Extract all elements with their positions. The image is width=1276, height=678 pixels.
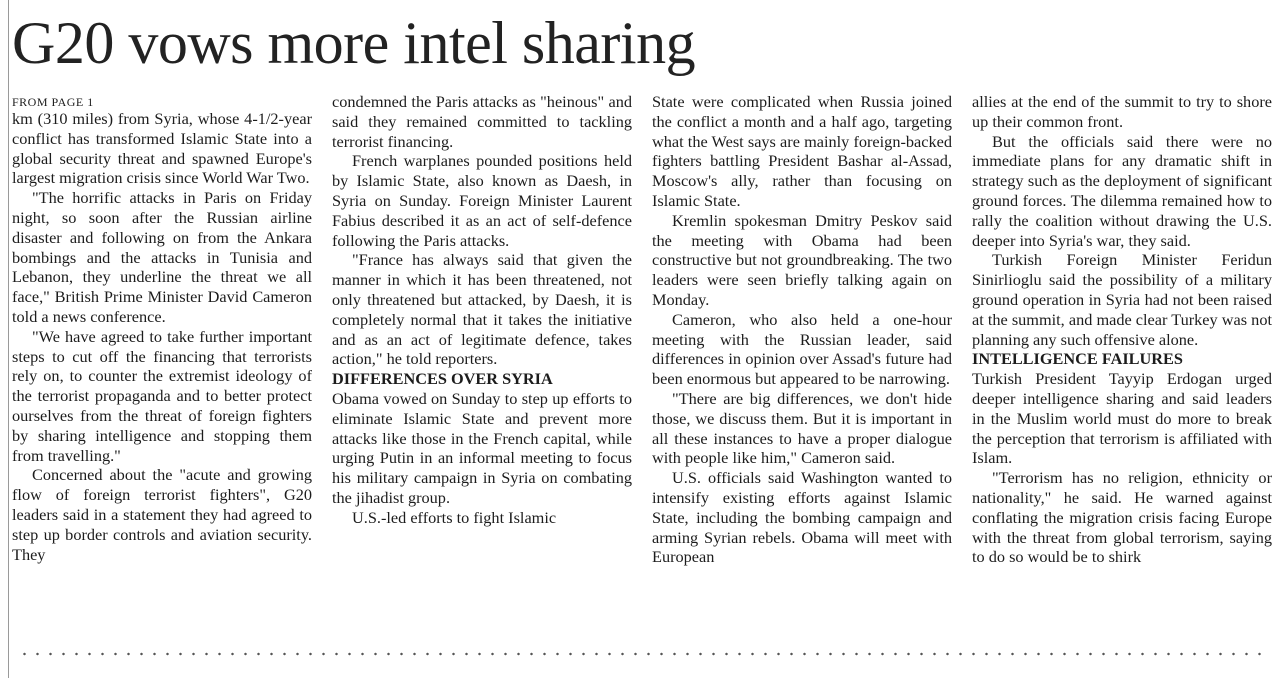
paragraph: "There are big differences, we don't hide those, we discuss them. But it is important in all these instances to have a proper dialogue with people like him," Cameron said. bbox=[652, 388, 952, 468]
paragraph: "Terrorism has no religion, ethnicity or nationality," he said. He warned against conflating the migration crisis facing Europe with the threat from global terrorism, saying to do so would be to shirk bbox=[972, 468, 1272, 567]
paragraph: U.S. officials said Washington wanted to intensify existing efforts against Islamic State, including the bombing campaign and arming Syrian rebels. Obama will meet with European bbox=[652, 468, 952, 567]
paragraph: km (310 miles) from Syria, whose 4-1/2-year conflict has transformed Islamic State into a global security threat and spawned Europe's largest migration crisis since World War Two. bbox=[12, 109, 312, 188]
kicker: FROM PAGE 1 bbox=[12, 95, 94, 109]
paragraph: allies at the end of the summit to try to shore up their common front. bbox=[972, 92, 1272, 131]
headline: G20 vows more intel sharing bbox=[12, 10, 696, 76]
subheading: DIFFERENCES OVER SYRIA bbox=[332, 369, 553, 389]
paragraph: Kremlin spokesman Dmitry Peskov said the meeting with Obama had been constructive but not groundbreaking. The two leaders were seen briefly talking again on Monday. bbox=[652, 210, 952, 309]
dotted-divider bbox=[18, 652, 1268, 656]
paragraph: Concerned about the "acute and growing flow of foreign terrorist fighters", G20 leaders said in a statement they had agreed to step up border controls and aviation security. They bbox=[12, 465, 312, 564]
paragraph: "France has always said that given the manner in which it has been threatened, not only threatened but attacked, by Daesh, it is completely normal that it takes the initiative and as an act of legitimate defence, takes action," he told reporters. bbox=[332, 250, 632, 369]
subheading: INTELLIGENCE FAILURES bbox=[972, 349, 1183, 369]
paragraph: U.S.-led efforts to fight Islamic bbox=[352, 507, 557, 527]
paragraph: Turkish Foreign Minister Feridun Sinirlioglu said the possibility of a military ground operation in Syria had not been raised at the summit, and made clear Turkey was not planning any such offensive alone. bbox=[972, 250, 1272, 349]
paragraph: Obama vowed on Sunday to step up efforts to eliminate Islamic State and prevent more attacks like those in the French capital, while urging Putin in an informal meeting to focus his military campaign in Syria on combating the jihadist group. bbox=[332, 388, 632, 507]
column-3 bbox=[652, 92, 952, 640]
column-2 bbox=[332, 92, 632, 640]
column-4 bbox=[972, 92, 1272, 640]
paragraph: condemned the Paris attacks as "heinous" and said they remained committed to tackling terrorist financing. bbox=[332, 92, 632, 151]
article-body bbox=[12, 92, 1276, 640]
paragraph: Cameron, who also held a one-hour meeting with the Russian leader, said differences in opinion over Assad's future had been enormous but appeared to be narrowing. bbox=[652, 309, 952, 389]
paragraph: State were complicated when Russia joined the conflict a month and a half ago, targeting what the West says are mainly foreign-backed fighters battling President Bashar al-Assad, Moscow's ally, rather than focusing on Islamic State. bbox=[652, 92, 952, 210]
column-1 bbox=[12, 92, 312, 640]
paragraph: "The horrific attacks in Paris on Friday night, so soon after the Russian airline disaster and following on from the Ankara bombings and the attacks in Tunisia and Lebanon, they underline the threat we all face," British Prime Minister David Cameron told a news conference. bbox=[12, 188, 312, 326]
paragraph: "We have agreed to take further important steps to cut off the financing that terrorists rely on, to counter the extremist ideology of the terrorist propaganda and to better protect ourselves from the threat of foreign fighters by sharing intelligence and stopping them from travelling." bbox=[12, 326, 312, 465]
paragraph: Turkish President Tayyip Erdogan urged deeper intelligence sharing and said leaders in the Muslim world must do more to break the perception that terrorism is affiliated with Islam. bbox=[972, 369, 1272, 468]
paragraph: French warplanes pounded positions held by Islamic State, also known as Daesh, in Syria on Sunday. Foreign Minister Laurent Fabius described it as an act of self-defence following the Paris attacks. bbox=[332, 151, 632, 250]
paragraph: But the officials said there were no immediate plans for any dramatic shift in strategy such as the deployment of significant ground forces. The dilemma remained how to rally the coalition without drawing the U.S. deeper into Syria's war, they said. bbox=[972, 131, 1272, 250]
